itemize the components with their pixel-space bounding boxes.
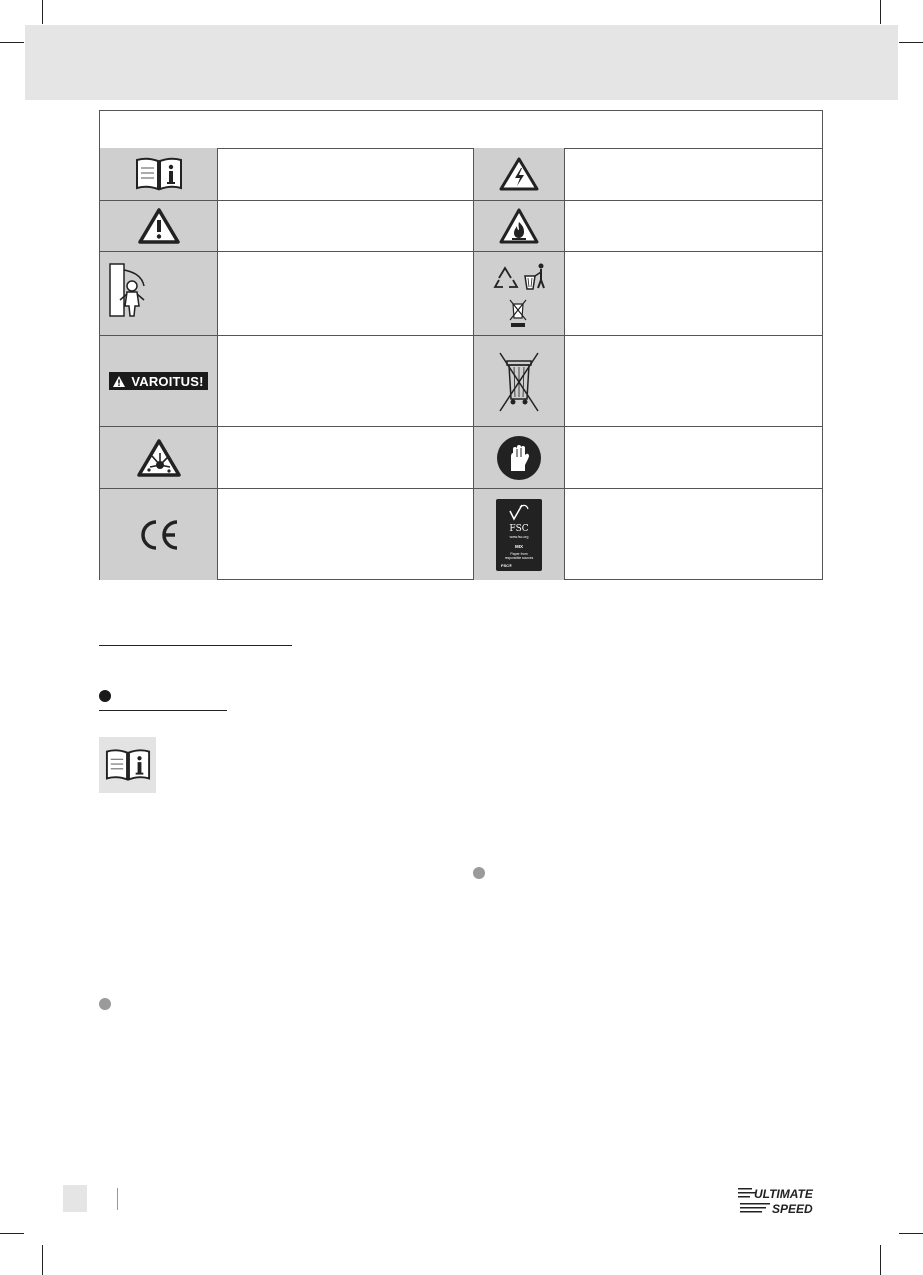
table-divider	[100, 488, 822, 489]
fsc-mix: MIX	[514, 543, 524, 549]
table-title-row	[100, 111, 822, 149]
gloves-icon-cell	[474, 427, 564, 488]
recycling-disposal-icon	[489, 256, 549, 332]
table-divider	[564, 148, 565, 579]
fsc-paper-line1: Paper from	[510, 551, 528, 556]
fsc-text	[564, 489, 822, 580]
explosion-hazard-text	[217, 427, 473, 488]
table-divider	[100, 426, 822, 427]
ce-mark-icon-cell	[100, 489, 217, 580]
electric-hazard-text	[564, 148, 822, 200]
table-divider	[100, 335, 822, 336]
crop-mark	[42, 1245, 43, 1275]
gloves-text	[564, 427, 822, 488]
child-hazard-icon-cell	[100, 252, 217, 335]
symbols-table	[99, 110, 823, 580]
varoitus-description	[217, 336, 473, 426]
warning-text	[217, 201, 473, 251]
crossed-bin-icon	[497, 347, 541, 415]
child-hazard-text	[217, 252, 473, 335]
table-divider	[100, 200, 822, 201]
varoitus-label-cell	[100, 336, 217, 426]
table-divider	[217, 148, 218, 579]
manual-info-icon	[135, 156, 183, 192]
crossed-bin-text	[564, 336, 822, 426]
fire-hazard-icon	[498, 207, 540, 245]
gloves-icon	[496, 435, 542, 481]
fire-hazard-text	[564, 201, 822, 251]
child-hazard-icon	[108, 262, 148, 322]
section-bullet	[99, 690, 111, 702]
table-divider	[473, 148, 474, 579]
crop-mark	[0, 1233, 24, 1234]
warning-triangle-small-icon	[112, 375, 126, 388]
section-heading-rule	[99, 645, 292, 646]
crop-mark	[42, 0, 43, 24]
crop-mark	[899, 1233, 923, 1234]
ce-mark-text	[217, 489, 473, 580]
fsc-paper-line2: responsible sources	[504, 555, 534, 560]
varoitus-label	[109, 372, 207, 390]
crop-mark	[0, 42, 24, 43]
fsc-site: www.fsc.org	[509, 534, 529, 539]
recycling-disposal-icon-cell	[474, 252, 564, 335]
fsc-icon	[496, 499, 542, 571]
warning-triangle-icon	[137, 207, 181, 245]
manual-info-box	[99, 737, 156, 793]
crop-mark	[880, 1245, 881, 1275]
page-number-tab	[63, 1185, 87, 1212]
electric-hazard-icon	[498, 156, 540, 192]
ultimate-speed-logo	[738, 1185, 836, 1215]
fsc-name: FSC	[509, 523, 529, 534]
table-divider	[100, 251, 822, 252]
manual-info-icon-cell	[100, 148, 217, 200]
footer-separator	[117, 1188, 118, 1210]
manual-info-text	[217, 148, 473, 200]
electric-hazard-icon-cell	[474, 148, 564, 200]
explosion-hazard-icon	[136, 438, 182, 478]
logo-line1: ULTIMATE	[754, 1187, 813, 1201]
logo-line2: SPEED	[772, 1202, 813, 1215]
warning-triangle-icon-cell	[100, 201, 217, 251]
manual-info-icon	[105, 747, 151, 783]
header-band	[25, 25, 898, 100]
subsection-heading-rule	[99, 710, 227, 711]
varoitus-text: VAROITUS!	[131, 373, 204, 389]
subsection-bullet	[473, 867, 485, 879]
subsection-bullet	[99, 998, 111, 1010]
crossed-bin-icon-cell	[474, 336, 564, 426]
fsc-code: FSC®	[501, 562, 512, 568]
crop-mark	[899, 42, 923, 43]
ce-mark-icon	[137, 518, 181, 552]
fsc-icon-cell	[474, 489, 564, 580]
fire-hazard-icon-cell	[474, 201, 564, 251]
crop-mark	[880, 0, 881, 24]
recycling-disposal-text	[564, 252, 822, 335]
explosion-hazard-icon-cell	[100, 427, 217, 488]
